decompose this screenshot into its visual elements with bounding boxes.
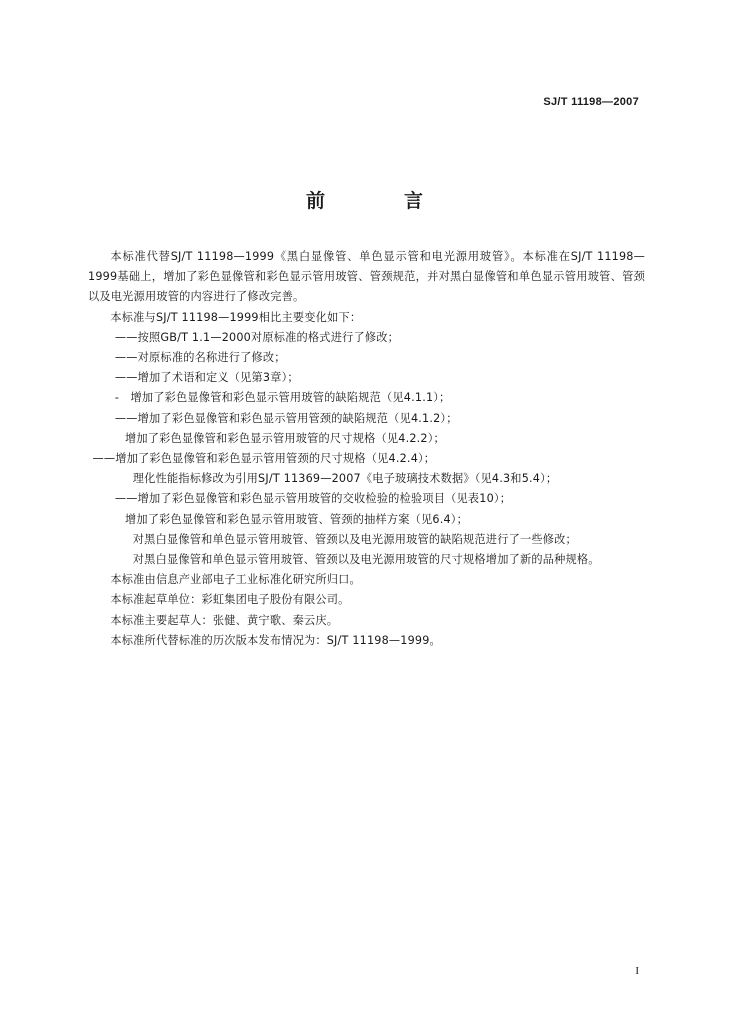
footer-paragraph: 本标准由信息产业部电子工业标准化研究所归口。 <box>110 573 361 587</box>
changes-intro: 本标准与SJ/T 11198—1999相比主要变化如下： <box>110 310 362 324</box>
change-item: ——增加了彩色显像管和彩色显示管用管颈的尺寸规格（见4.2.4）； <box>92 452 436 466</box>
change-item: ——对原标准的名称进行了修改； <box>114 351 286 365</box>
footer-paragraph: 本标准所代替标准的历次版本发布情况为：SJ/T 11198—1999。 <box>110 633 441 647</box>
page-title: 前 言 <box>305 190 453 212</box>
change-item: ——增加了彩色显像管和彩色显示管用管颈的缺陷规范（见4.1.2）； <box>114 411 458 425</box>
intro-paragraph: 本标准代替SJ/T 11198—1999《黑白显像管、单色显示管和电光源用玻管》。本标准在SJ/T 11198—1999基础上，增加了彩色显像管和彩色显示管用玻管、管颈规范，并对黑白显像管和单色显示管用玻管、管颈以及电光源用玻管的内容进行了修改完善。 <box>88 250 645 304</box>
change-item: 对黑白显像管和单色显示管用玻管、管颈以及电光源用玻管的尺寸规格增加了新的品种规格。 <box>132 553 600 567</box>
change-item: 理化性能指标修改为引用SJ/T 11369—2007《电子玻璃技术数据》（见4.3和5.4）； <box>132 472 558 486</box>
change-item: ——增加了术语和定义（见第3章）； <box>114 371 299 385</box>
change-item: 增加了彩色显像管和彩色显示管用玻管的尺寸规格（见4.2.2）； <box>124 431 445 445</box>
footer-paragraph: 本标准起草单位：彩虹集团电子股份有限公司。 <box>110 593 350 607</box>
page-number: I <box>635 965 639 977</box>
change-item: 增加了彩色显像管和彩色显示管用玻管、管颈的抽样方案（见6.4）； <box>124 512 468 526</box>
footer-paragraph: 本标准主要起草人：张健、黄宁歌、秦云庆。 <box>110 613 339 627</box>
standard-code: SJ/T 11198—2007 <box>543 96 639 108</box>
foreword-body <box>88 247 645 651</box>
change-item: ——增加了彩色显像管和彩色显示管用玻管的交收检验的检验项目（见表10）； <box>114 492 512 506</box>
change-item: ——按照GB/T 1.1—2000对原标准的格式进行了修改； <box>114 330 400 344</box>
change-item: - 增加了彩色显像管和彩色显示管用玻管的缺陷规范（见4.1.1）； <box>114 391 451 405</box>
change-item: 对黑白显像管和单色显示管用玻管、管颈以及电光源用玻管的缺陷规范进行了一些修改； <box>132 532 577 546</box>
